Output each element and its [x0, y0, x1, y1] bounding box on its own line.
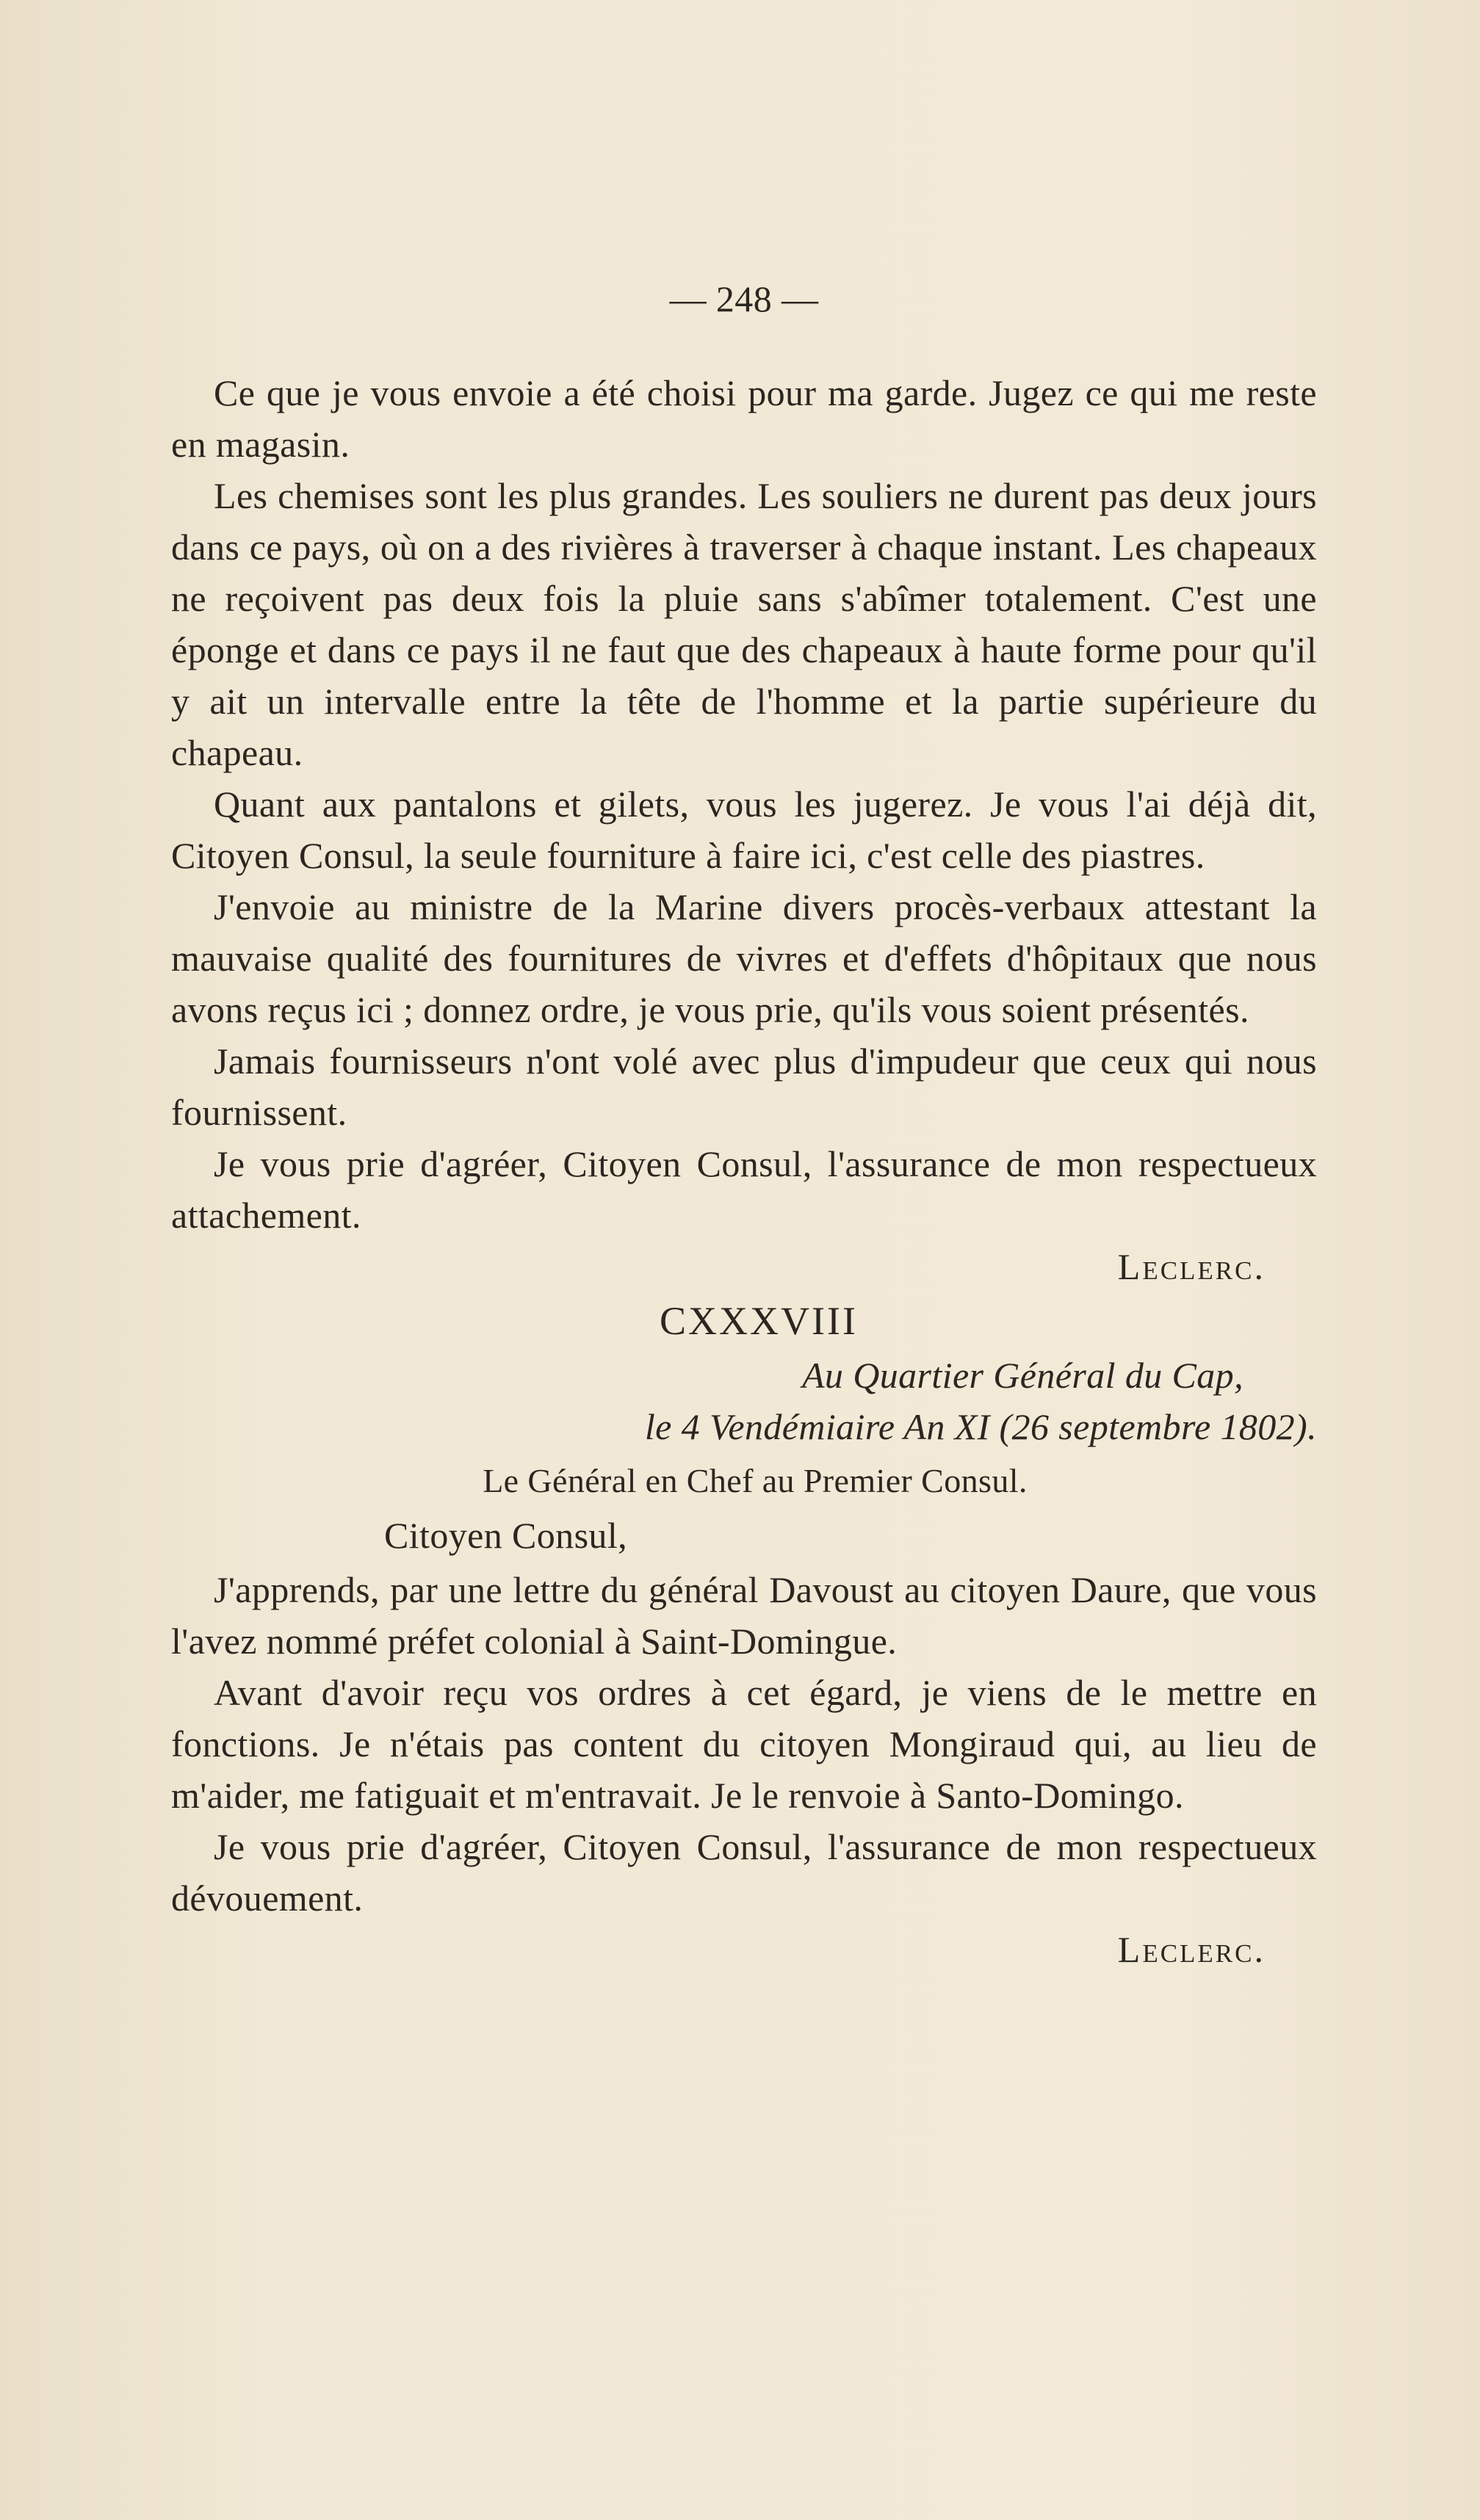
paragraph: Jamais fournisseurs n'ont volé avec plus d'impudeur que ceux qui nous fournissent. — [171, 1040, 1317, 1133]
letter-heading: Le Général en Chef au Premier Consul. — [483, 1462, 1028, 1499]
paragraph: Je vous prie d'agréer, Citoyen Consul, l'assurance de mon respectueux attachement. — [171, 1143, 1317, 1236]
paragraph: J'envoie au ministre de la Marine divers procès-verbaux attestant la mauvaise qualité des fournitures de vivres et d'effets d'hôpitaux que nous avons reçus ici ; donnez ordre, je vous prie, qu'ils vous soient présentés. — [171, 886, 1317, 1030]
paragraph: J'apprends, par une lettre du général Davoust au citoyen Daure, que vous l'avez nommé préfet colonial à Saint-Domingue. — [171, 1569, 1317, 1662]
page-number: — 248 — — [669, 278, 819, 319]
paragraph: Quant aux pantalons et gilets, vous les jugerez. Je vous l'ai déjà dit, Citoyen Consul, la seule fourniture à faire ici, c'est celle des piastres. — [171, 783, 1317, 876]
text-block — [171, 273, 1317, 1975]
paragraph: Ce que je vous envoie a été choisi pour ma garde. Jugez ce qui me reste en magasin. — [171, 372, 1317, 465]
paragraph: Les chemises sont les plus grandes. Les souliers ne durent pas deux jours dans ce pays, où on a des rivières à traverser à chaque instant. Les chapeaux ne reçoivent pas deux fois la pluie sans s'abîmer totalement. C'est une éponge et dans ce pays il ne faut que des chapeaux à haute forme pour qu'il y ait un intervalle entre la tête de l'homme et la partie supérieure du chapeau. — [171, 475, 1317, 773]
paragraph: Je vous prie d'agréer, Citoyen Consul, l'assurance de mon respectueux dévouement. — [171, 1826, 1317, 1919]
letter-date: le 4 Vendémiaire An XI (26 septembre 1802). — [644, 1406, 1317, 1447]
signature: Leclerc. — [1117, 1246, 1266, 1287]
paragraph: Avant d'avoir reçu vos ordres à cet égard, je viens de le mettre en fonctions. Je n'étais pas content du citoyen Mongiraud qui, au lieu de m'aider, me fatiguait et m'entravait. Je le renvoie à Santo-Domingo. — [171, 1672, 1317, 1816]
salutation: Citoyen Consul, — [384, 1515, 628, 1556]
signature: Leclerc. — [1117, 1929, 1266, 1970]
letter-number: CXXXVIII — [660, 1299, 858, 1343]
letter-place: Au Quartier Général du Cap, — [801, 1355, 1243, 1396]
